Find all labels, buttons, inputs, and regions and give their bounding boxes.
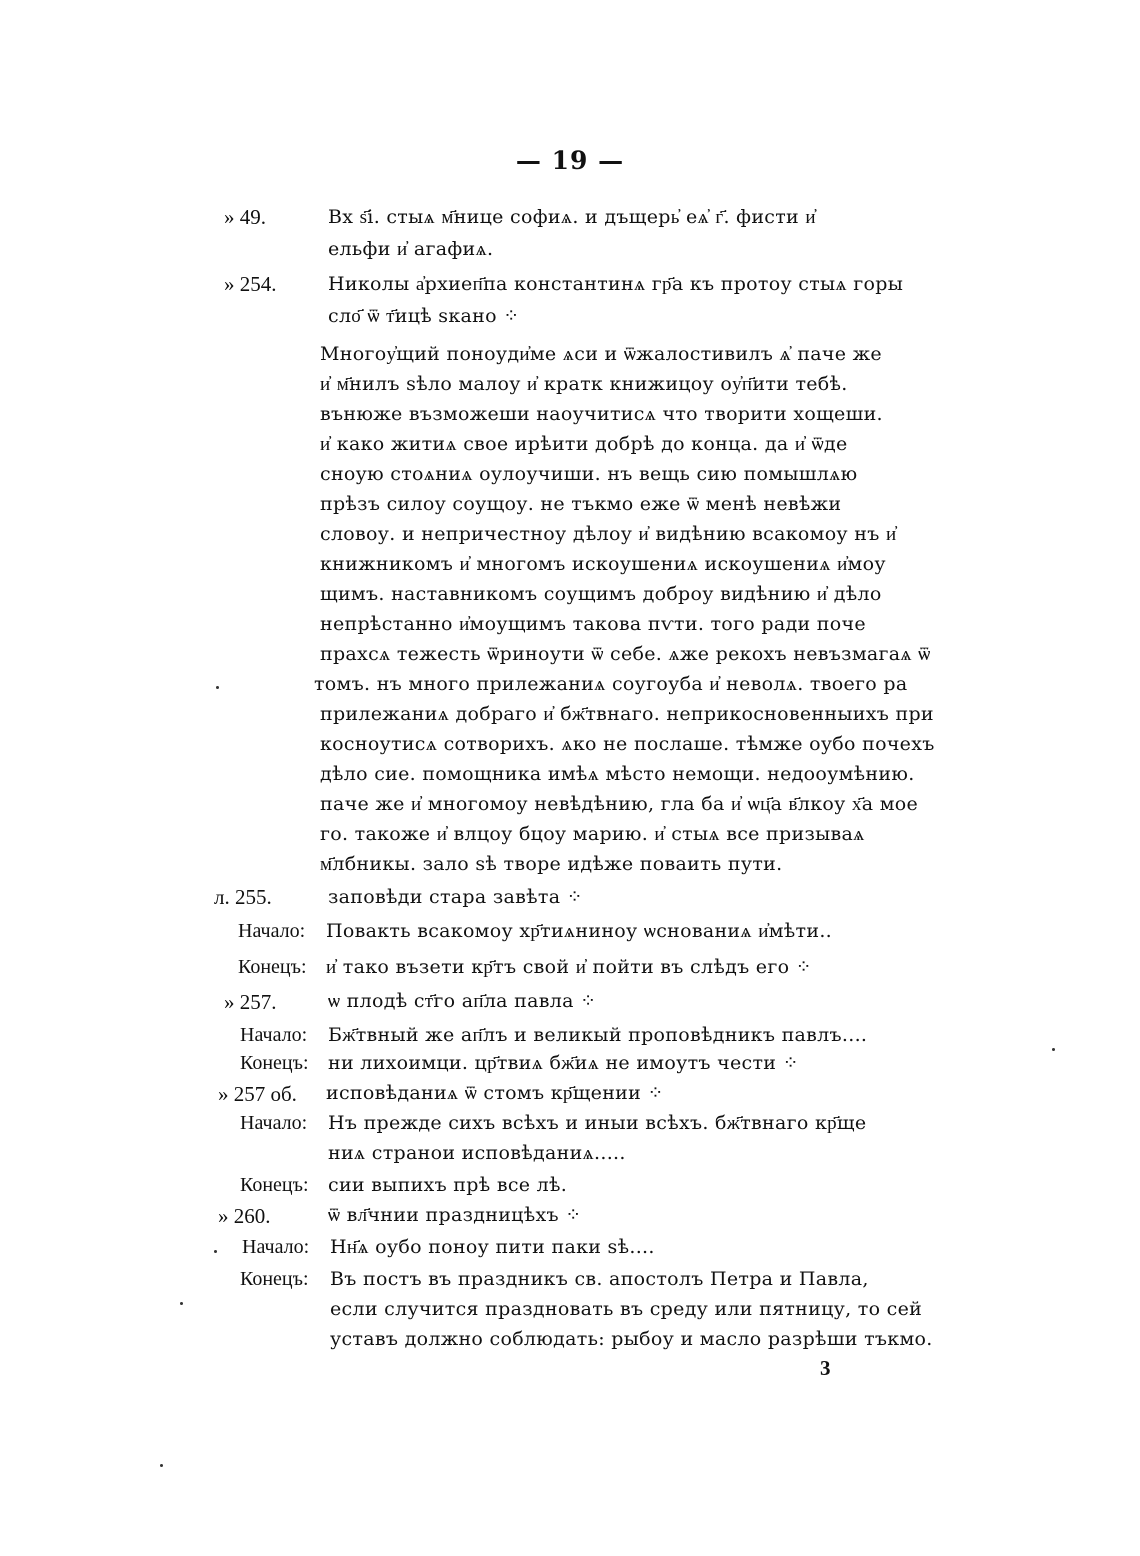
text-line: дѣло сие. помощника имѣѧ мѣсто немощи. недооумѣнию.: [320, 763, 915, 785]
end-text: и҆ тако възети кр҃тъ свой и҆ пойти въ слѣдъ его ⁘: [326, 956, 812, 978]
scan-speck: [1052, 1048, 1055, 1051]
text-line: непрѣстанно и҆моущимъ такова пѵти. того ради поче: [320, 613, 866, 635]
text-line: прѣзъ силоу соущоу. не тъкмо еже ѿ менѣ невѣжи: [320, 493, 842, 515]
text-line: паче же и҆ многомоу невѣдѣнию, гла ба и҆ ѡц҃а в҃лкоу х҃а мое: [320, 793, 919, 815]
start-label: Начало:: [240, 1024, 308, 1046]
text-line: сло҃ ѿ т҃ицѣ ѕкано ⁘: [328, 305, 520, 327]
start-text: Нъ прежде сихъ всѣхъ и иныи всѣхъ. бж҃твнаго кр҃ще: [328, 1112, 867, 1134]
text-line: Многоу҆щий поноуди҆ме ѧси и ѿжалостивилъ ѧ҆ паче же: [320, 343, 882, 365]
section-ref: » 260.: [218, 1204, 271, 1228]
text-line: словоу. и непричестноу дѣлоу и҆ видѣнию всакомоу нъ и҆: [320, 523, 897, 545]
entry-ref: » 254.: [224, 272, 277, 296]
text-line: сноую стоѧниѧ оулоучиши. нъ вещь сию помышлѧю: [320, 463, 858, 485]
start-label: Начало:: [242, 1236, 310, 1258]
start-text: Бж҃твный же ап҃лъ и великый проповѣдникъ павлъ....: [328, 1024, 868, 1046]
end-label: Конецъ:: [240, 1052, 309, 1074]
text-line: и҆ м҃нилъ ѕѣло малоу и҆ кратк книжицоу оу҆п҃ити тебѣ.: [320, 373, 848, 395]
text-line: и҆ како житиѧ свое ирѣити добрѣ до конца. да и҆ ѿде: [320, 433, 848, 455]
section-ref: » 257 об.: [218, 1082, 297, 1106]
text-line: ельфи и҆ агафиѧ.: [328, 238, 494, 260]
text-line: томъ. нъ много прилежаниѧ соугоуба и҆ неволѧ. твоего ра: [314, 673, 908, 695]
scan-speck: [214, 1250, 217, 1253]
section-ref: л. 255.: [214, 885, 272, 909]
page-number: — 19 —: [515, 146, 625, 175]
scan-speck: [180, 1302, 183, 1305]
end-label: Конецъ:: [240, 1174, 309, 1196]
section-title: заповѣди стара завѣта ⁘: [328, 886, 583, 908]
scan-speck: [216, 686, 219, 689]
start-label: Начало:: [238, 920, 306, 942]
text-line: прилежаниѧ добраго и҆ бж҃твнаго. неприкосновенныихъ при: [320, 703, 934, 725]
start-text-cont: ниѧ странои исповѣданиѧ.....: [328, 1142, 626, 1164]
start-label: Начало:: [240, 1112, 308, 1134]
end-label: Конецъ:: [240, 1268, 309, 1290]
text-line: прахсѧ тежесть ѿриноути ѿ себе. ѧже рекохъ невъзмагаѧ ѿ: [320, 643, 931, 665]
end-text: сии выпихъ прѣ все лѣ.: [328, 1174, 568, 1196]
end-text-line: уставъ должно соблюдать: рыбоу и масло разрѣши тъкмо.: [330, 1328, 933, 1350]
section-title: ѿ вл҃чнии праздницѣхъ ⁘: [328, 1204, 582, 1226]
signature-mark: 3: [820, 1356, 831, 1380]
text-line: косноутисѧ сотворихъ. ѧко не послаше. тѣмже оубо почехъ: [320, 733, 935, 755]
entry-ref: » 49.: [224, 205, 266, 229]
text-line: вънюже възможеши наоучитисѧ что творити хощеши.: [320, 403, 883, 425]
end-label: Конецъ:: [238, 956, 307, 978]
section-ref: » 257.: [224, 990, 277, 1014]
text-line: книжникомъ и҆ многомъ искоушениѧ искоушениѧ и҆моу: [320, 553, 886, 575]
end-text: ни лихоимци. цр҃твиѧ бж҃иѧ не имоутъ чести ⁘: [328, 1052, 799, 1074]
end-text: Въ постъ въ праздникъ св. апостолъ Петра и Павла,: [330, 1268, 869, 1290]
end-text-line: если случится праздновать въ среду или пятницу, то сей: [330, 1298, 923, 1320]
start-text: Нн҃ѧ оубо поноу пити паки ѕѣ....: [330, 1236, 655, 1258]
scan-speck: [160, 1464, 163, 1467]
start-text: Повакть всакомоу хр҃тиѧниноу ѡснованиѧ и҆мѣти..: [326, 920, 832, 942]
section-title: ѡ плодѣ ст҃го ап҃ла павла ⁘: [328, 990, 597, 1012]
text-line: Николы а҆рхиеп҃па константинѧ гр҃а къ протоу стыѧ горы: [328, 273, 904, 295]
text-line: го. такоже и҆ влцоу бцоу марию. и҆ стыѧ все призываѧ: [320, 823, 865, 845]
section-title: исповѣданиѧ ѿ стомъ кр҃щении ⁘: [326, 1082, 664, 1104]
text-line: Вх ѕ҃і. стыѧ м҃нице софиѧ. и дъщерь҆ еѧ҆ г҃. фисти и҆: [328, 206, 816, 228]
text-line: м҃лбникы. зало ѕѣ творе идѣже поваить пути.: [320, 853, 783, 875]
text-line: щимъ. наставникомъ соущимъ доброу видѣнию и҆ дѣло: [320, 583, 882, 605]
